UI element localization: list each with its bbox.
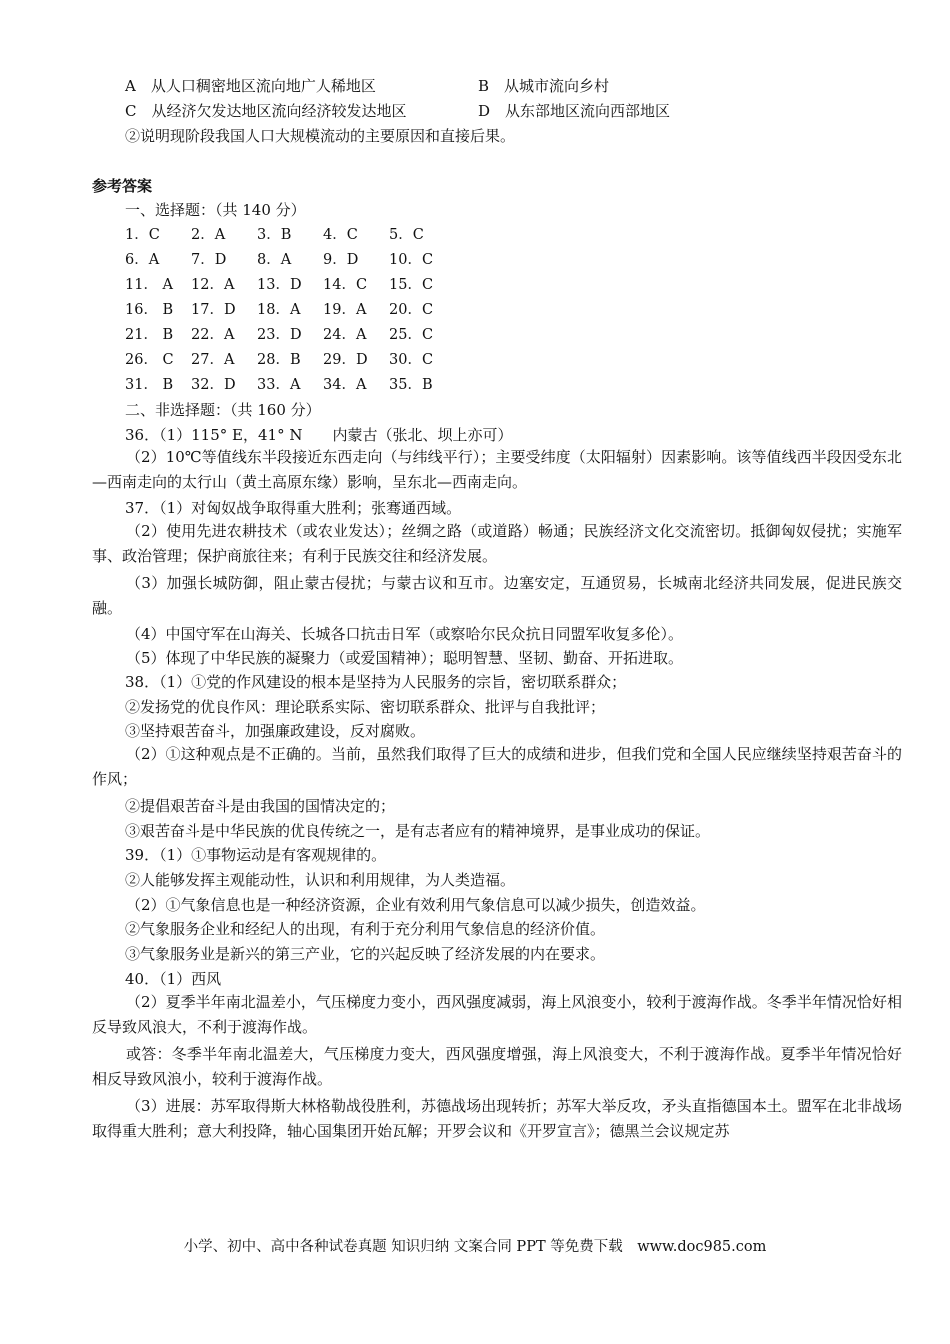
- mc-row: [125, 350, 455, 370]
- mc-answer: 21． B: [125, 327, 174, 343]
- answer-37-2: （2）使用先进农耕技术（或农业发达）；丝绸之路（或道路）畅通；民族经济文化交流密切。抵御匈奴侵扰；实施军事、政治管理；保护商旅往来；有利于民族交往和经济发展。: [92, 522, 902, 565]
- answer-38-1: 38．（1）①党的作风建设的根本是坚持为人民服务的宗旨，密切联系群众；: [125, 673, 627, 691]
- section-nonchoice-heading: 二、非选择题：（共 160 分）: [125, 401, 321, 419]
- mc-row: [125, 275, 455, 295]
- mc-answer: 5．C: [389, 227, 424, 243]
- mc-answer: 30．C: [389, 352, 434, 368]
- mc-answer: 23．D: [257, 327, 302, 343]
- answer-40-1: 40．（1）西风: [125, 970, 222, 988]
- mc-answer: 4．C: [323, 227, 358, 243]
- mc-answer: 8．A: [257, 252, 292, 268]
- answer-38-2b: ②提倡艰苦奋斗是由我国的国情决定的；: [125, 797, 396, 815]
- mc-answer: 34．A: [323, 377, 367, 393]
- option-a: A 从人口稠密地区流向地广人稀地区: [125, 77, 376, 95]
- mc-answer: 7．D: [191, 252, 227, 268]
- answer-40-3: （3）进展：苏军取得斯大林格勒战役胜利，苏德战场出现转折；苏军大举反攻，矛头直指德国本土。盟军在北非战场取得重大胜利；意大利投降，轴心国集团开始瓦解；开罗会议和《开罗宣言》；德黑兰会议规定苏: [92, 1097, 902, 1140]
- answer-37-5: （5）体现了中华民族的凝聚力（或爱国精神）；聪明智慧、坚韧、勤奋、开拓进取。: [126, 649, 684, 667]
- answer-title: 参考答案: [92, 177, 153, 195]
- mc-answer: 26． C: [125, 352, 174, 368]
- answer-36-2: （2）10℃等值线东半段接近东西走向（与纬线平行）；主要受纬度（太阳辐射）因素影响。该等值线西半段因受东北—西南走向的太行山（黄土高原东缘）影响，呈东北—西南走向。: [92, 448, 902, 491]
- mc-answer: 12．A: [191, 277, 235, 293]
- mc-answer: 18．A: [257, 302, 301, 318]
- mc-answer: 35．B: [389, 377, 433, 393]
- answer-40-2b: 或答：冬季半年南北温差大，气压梯度力变大，西风强度增强，海上风浪变大，不利于渡海作战。夏季半年情况恰好相反导致风浪小，较利于渡海作战。: [92, 1045, 902, 1088]
- mc-answer: 13．D: [257, 277, 302, 293]
- answer-38-2: （2）①这种观点是不正确的。当前，虽然我们取得了巨大的成绩和进步，但我们党和全国人民应继续坚持艰苦奋斗的作风；: [92, 745, 902, 788]
- mc-answer: 31． B: [125, 377, 174, 393]
- mc-answer: 32．D: [191, 377, 236, 393]
- footer-link[interactable]: 小学、初中、高中各种试卷真题 知识归纳 文案合同 PPT 等免费下载 www.doc985.com: [183, 1239, 767, 1255]
- mc-answer: 28．B: [257, 352, 301, 368]
- mc-answer: 3．B: [257, 227, 292, 243]
- answer-37-3: （3）加强长城防御，阻止蒙古侵扰；与蒙古议和互市。边塞安定，互通贸易，长城南北经济共同发展，促进民族交融。: [92, 574, 902, 617]
- mc-answer: 15．C: [389, 277, 434, 293]
- mc-answer: 14．C: [323, 277, 368, 293]
- answer-39-1: 39．（1）①事物运动是有客观规律的。: [125, 846, 387, 864]
- answer-38-2c: ③艰苦奋斗是中华民族的优良传统之一，是有志者应有的精神境界，是事业成功的保证。: [125, 822, 711, 840]
- mc-answer: 9．D: [323, 252, 359, 268]
- mc-answer: 19．A: [323, 302, 367, 318]
- answer-37-1: 37．（1）对匈奴战争取得重大胜利；张骞通西域。: [125, 499, 462, 517]
- mc-answer: 22．A: [191, 327, 235, 343]
- mc-row: [125, 375, 455, 395]
- answer-39-1b: ②人能够发挥主观能动性，认识和利用规律，为人类造福。: [125, 871, 516, 889]
- mc-answer: 2．A: [191, 227, 226, 243]
- mc-row: [125, 250, 455, 270]
- answer-38-1c: ③坚持艰苦奋斗，加强廉政建设，反对腐败。: [125, 722, 426, 740]
- mc-answer: 17．D: [191, 302, 236, 318]
- section-choice-heading: 一、选择题：（共 140 分）: [125, 201, 306, 219]
- option-b: B 从城市流向乡村: [478, 77, 610, 95]
- answer-37-4: （4）中国守军在山海关、长城各口抗击日军（或察哈尔民众抗日同盟军收复多伦）。: [126, 625, 684, 643]
- answer-40-2: （2）夏季半年南北温差小，气压梯度力变小，西风强度减弱，海上风浪变小，较利于渡海作战。冬季半年情况恰好相反导致风浪大，不利于渡海作战。: [92, 993, 902, 1036]
- mc-answer: 25．C: [389, 327, 434, 343]
- answer-39-2c: ③气象服务业是新兴的第三产业，它的兴起反映了经济发展的内在要求。: [125, 945, 606, 963]
- mc-answer: 6．A: [125, 252, 160, 268]
- option-c: C 从经济欠发达地区流向经济较发达地区: [125, 102, 407, 120]
- mc-row: [125, 300, 455, 320]
- answer-39-2b: ②气象服务企业和经纪人的出现，有利于充分利用气象信息的经济价值。: [125, 920, 606, 938]
- answer-39-2: （2）①气象信息也是一种经济资源，企业有效利用气象信息可以减少损失，创造效益。: [126, 896, 706, 914]
- mc-row: [125, 225, 455, 245]
- mc-answer: 10．C: [389, 252, 434, 268]
- mc-answer: 29．D: [323, 352, 368, 368]
- question-2: ②说明现阶段我国人口大规模流动的主要原因和直接后果。: [125, 127, 516, 145]
- mc-answer: 11． A: [125, 277, 174, 293]
- mc-row: [125, 325, 455, 345]
- mc-answer: 1．C: [125, 227, 160, 243]
- mc-answer: 16． B: [125, 302, 174, 318]
- mc-answer: 33．A: [257, 377, 301, 393]
- mc-answer: 27．A: [191, 352, 235, 368]
- mc-answer: 20．C: [389, 302, 434, 318]
- answer-38-1b: ②发扬党的优良作风：理论联系实际、密切联系群众、批评与自我批评；: [125, 698, 606, 716]
- answer-36-1: 36．（1）115° E，41° N 内蒙古（张北、坝上亦可）: [125, 426, 513, 444]
- option-d: D 从东部地区流向西部地区: [478, 102, 671, 120]
- mc-answer: 24．A: [323, 327, 367, 343]
